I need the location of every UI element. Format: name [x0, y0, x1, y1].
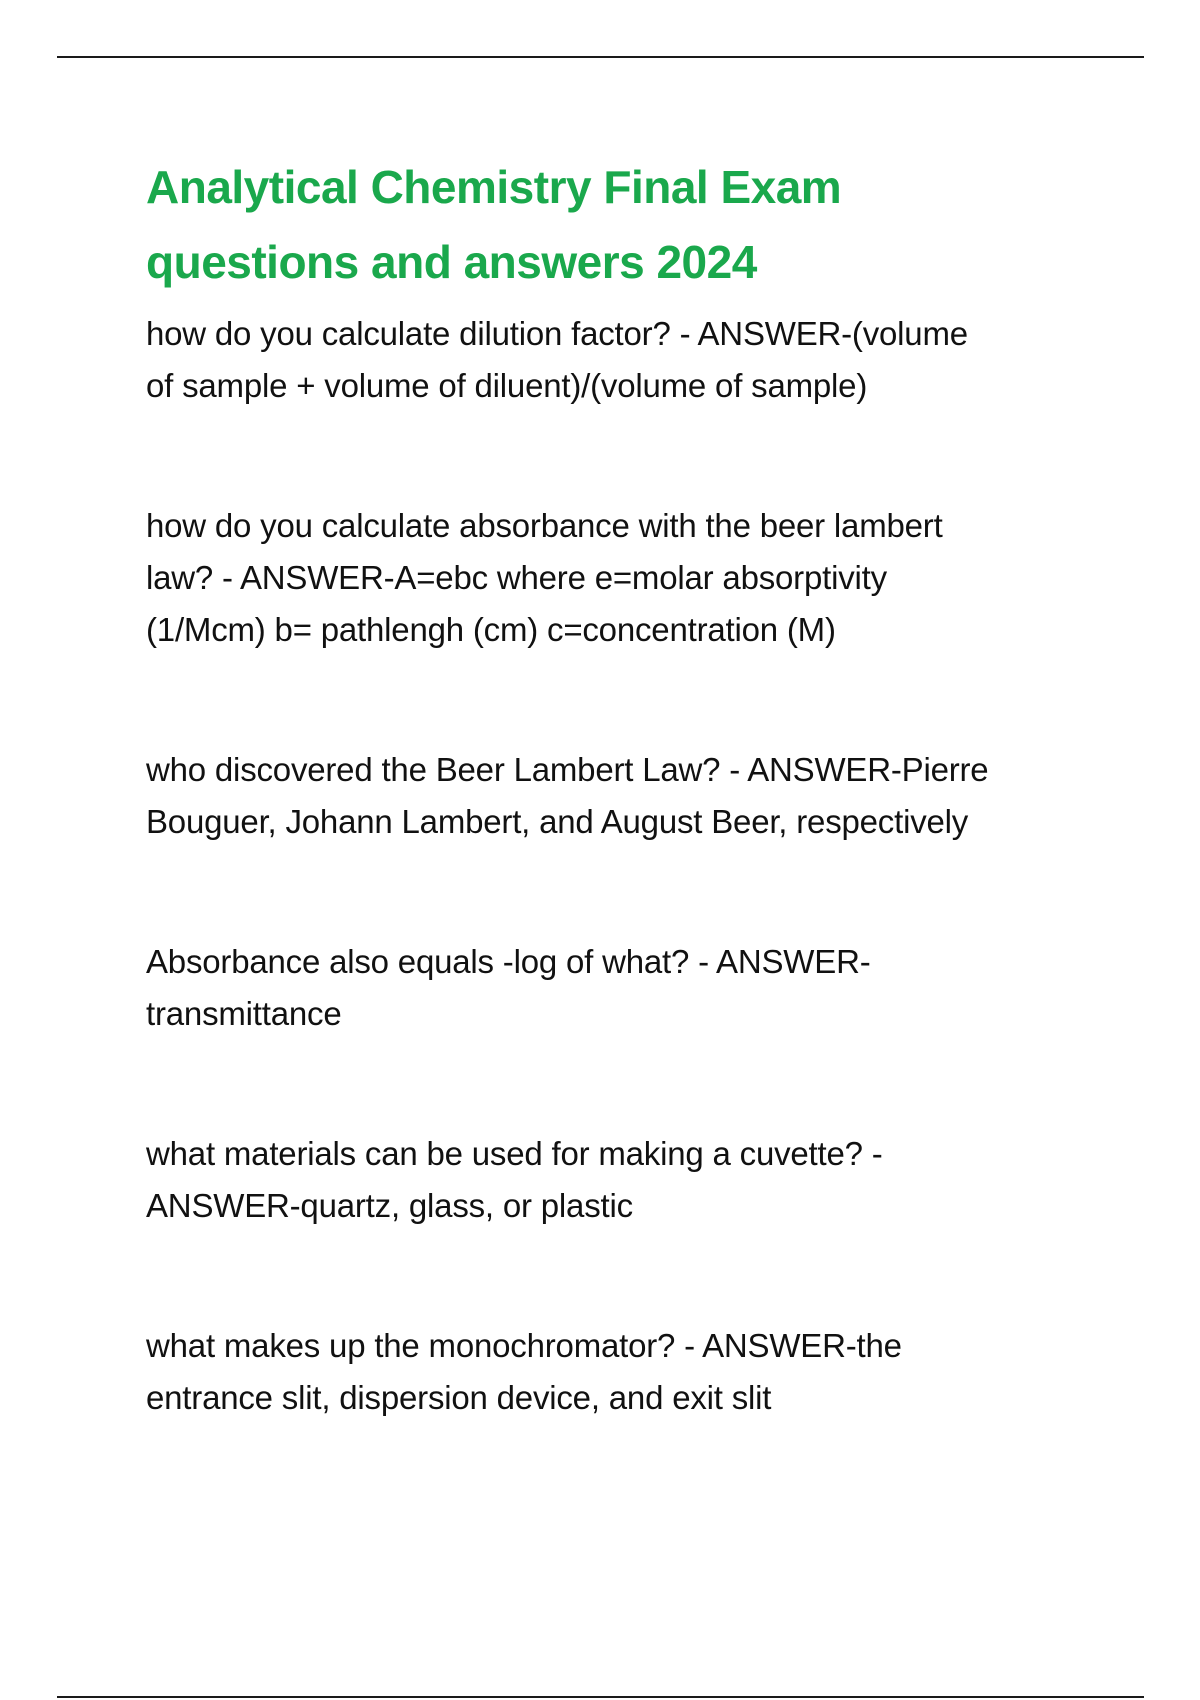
- qa-line: how do you calculate absorbance with the beer lambert: [146, 507, 943, 544]
- bottom-rule: [57, 1696, 1144, 1698]
- qa-item-beer-lambert-discovery: [146, 744, 1096, 848]
- qa-line: (1/Mcm) b= pathlengh (cm) c=concentration (M): [146, 611, 836, 648]
- document-body: [146, 150, 1096, 1424]
- qa-line: of sample + volume of diluent)/(volume of sample): [146, 367, 868, 404]
- qa-line: what materials can be used for making a cuvette? -: [146, 1135, 883, 1172]
- top-rule: [57, 56, 1144, 58]
- qa-line: law? - ANSWER-A=ebc where e=molar absorptivity: [146, 559, 887, 596]
- document-title: [146, 150, 1096, 300]
- qa-item-monochromator: [146, 1320, 1096, 1424]
- qa-line: how do you calculate dilution factor? - ANSWER-(volume: [146, 315, 968, 352]
- qa-item-negative-log: [146, 936, 1096, 1040]
- qa-item-dilution-factor: [146, 308, 1096, 412]
- qa-line: what makes up the monochromator? - ANSWER-the: [146, 1327, 902, 1364]
- qa-item-absorbance: [146, 500, 1096, 656]
- qa-line: entrance slit, dispersion device, and exit slit: [146, 1379, 772, 1416]
- qa-line: ANSWER-quartz, glass, or plastic: [146, 1187, 633, 1224]
- qa-line: Absorbance also equals -log of what? - ANSWER-: [146, 943, 871, 980]
- qa-line: who discovered the Beer Lambert Law? - ANSWER-Pierre: [146, 751, 989, 788]
- qa-line: Bouguer, Johann Lambert, and August Beer, respectively: [146, 803, 969, 840]
- title-line-1: Analytical Chemistry Final Exam: [146, 161, 842, 213]
- qa-line: transmittance: [146, 995, 342, 1032]
- title-line-2: questions and answers 2024: [146, 236, 757, 288]
- qa-item-cuvette-materials: [146, 1128, 1096, 1232]
